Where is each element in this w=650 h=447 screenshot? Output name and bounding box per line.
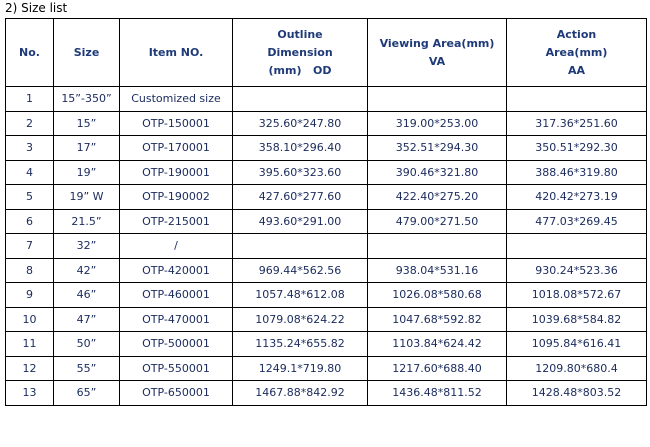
cell-size: 15”: [54, 111, 120, 136]
section-title: 2) Size list: [5, 1, 68, 15]
cell-size: 50”: [54, 332, 120, 357]
cell-action-area: 420.42*273.19: [507, 185, 647, 210]
cell-viewing-area: 1217.60*688.40: [368, 356, 507, 381]
cell-outline-dimension: 1079.08*624.22: [233, 307, 368, 332]
cell-item-no: OTP-215001: [120, 209, 233, 234]
cell-no: 11: [6, 332, 54, 357]
cell-size: 42”: [54, 258, 120, 283]
header-viewing-line-2: VA: [428, 54, 446, 68]
cell-no: 5: [6, 185, 54, 210]
cell-action-area: 477.03*269.45: [507, 209, 647, 234]
cell-outline-dimension: [233, 234, 368, 259]
cell-action-area: 930.24*523.36: [507, 258, 647, 283]
cell-size: 32”: [54, 234, 120, 259]
cell-item-no: OTP-500001: [120, 332, 233, 357]
cell-no: 4: [6, 160, 54, 185]
cell-item-no: OTP-190002: [120, 185, 233, 210]
cell-item-no: OTP-460001: [120, 283, 233, 308]
header-action-area: [507, 19, 647, 87]
header-outline-line-3: (mm) OD: [268, 63, 332, 77]
cell-action-area: 317.36*251.60: [507, 111, 647, 136]
cell-item-no: OTP-190001: [120, 160, 233, 185]
cell-viewing-area: [368, 87, 507, 112]
cell-viewing-area: 938.04*531.16: [368, 258, 507, 283]
cell-viewing-area: 1047.68*592.82: [368, 307, 507, 332]
cell-item-no: OTP-650001: [120, 381, 233, 406]
header-viewing-area: [368, 19, 507, 87]
cell-size: 46”: [54, 283, 120, 308]
cell-viewing-area: 352.51*294.30: [368, 136, 507, 161]
table-row: [6, 160, 647, 185]
cell-no: 7: [6, 234, 54, 259]
cell-outline-dimension: 427.60*277.60: [233, 185, 368, 210]
cell-action-area: 1209.80*680.4: [507, 356, 647, 381]
header-outline-dimension: [233, 19, 368, 87]
cell-viewing-area: 319.00*253.00: [368, 111, 507, 136]
header-action-line-2: Area(mm): [545, 45, 608, 59]
cell-viewing-area: 1103.84*624.42: [368, 332, 507, 357]
table-row: [6, 258, 647, 283]
cell-outline-dimension: 325.60*247.80: [233, 111, 368, 136]
cell-item-no: OTP-550001: [120, 356, 233, 381]
cell-outline-dimension: 1057.48*612.08: [233, 283, 368, 308]
cell-no: 1: [6, 87, 54, 112]
cell-viewing-area: 1436.48*811.52: [368, 381, 507, 406]
cell-no: 8: [6, 258, 54, 283]
table-row: [6, 234, 647, 259]
header-action-line-3: AA: [567, 63, 586, 77]
cell-no: 12: [6, 356, 54, 381]
cell-size: 15”-350”: [54, 87, 120, 112]
cell-outline-dimension: 358.10*296.40: [233, 136, 368, 161]
cell-no: 6: [6, 209, 54, 234]
size-list-table: [5, 18, 647, 406]
header-action-line-1: Action: [556, 27, 597, 41]
cell-outline-dimension: 969.44*562.56: [233, 258, 368, 283]
cell-size: 47”: [54, 307, 120, 332]
table-row: [6, 356, 647, 381]
cell-outline-dimension: 493.60*291.00: [233, 209, 368, 234]
table-row: [6, 209, 647, 234]
cell-action-area: 1018.08*572.67: [507, 283, 647, 308]
header-outline-line-2: Dimension: [267, 45, 333, 59]
cell-action-area: 1095.84*616.41: [507, 332, 647, 357]
table-row: [6, 307, 647, 332]
cell-no: 9: [6, 283, 54, 308]
cell-size: 19”: [54, 160, 120, 185]
header-viewing-line-1: Viewing Area(mm): [379, 36, 495, 50]
cell-action-area: 1039.68*584.82: [507, 307, 647, 332]
header-item-no: [120, 19, 233, 87]
cell-action-area: 350.51*292.30: [507, 136, 647, 161]
cell-outline-dimension: [233, 87, 368, 112]
cell-action-area: [507, 234, 647, 259]
cell-no: 3: [6, 136, 54, 161]
cell-outline-dimension: 1249.1*719.80: [233, 356, 368, 381]
cell-no: 10: [6, 307, 54, 332]
cell-size: 17”: [54, 136, 120, 161]
cell-outline-dimension: 395.60*323.60: [233, 160, 368, 185]
cell-item-no: Customized size: [120, 87, 233, 112]
cell-item-no: /: [120, 234, 233, 259]
table-row: [6, 185, 647, 210]
cell-action-area: [507, 87, 647, 112]
header-size-line: Size: [73, 45, 100, 59]
table-row: [6, 283, 647, 308]
table-header-row: [6, 19, 647, 87]
cell-item-no: OTP-170001: [120, 136, 233, 161]
cell-size: 19” W: [54, 185, 120, 210]
table-row: [6, 87, 647, 112]
cell-item-no: OTP-470001: [120, 307, 233, 332]
cell-viewing-area: [368, 234, 507, 259]
cell-action-area: 1428.48*803.52: [507, 381, 647, 406]
header-outline-line-1: Outline: [277, 27, 323, 41]
cell-action-area: 388.46*319.80: [507, 160, 647, 185]
table-row: [6, 136, 647, 161]
header-no-line: No.: [19, 45, 40, 59]
cell-item-no: OTP-150001: [120, 111, 233, 136]
cell-size: 55”: [54, 356, 120, 381]
cell-viewing-area: 1026.08*580.68: [368, 283, 507, 308]
cell-viewing-area: 479.00*271.50: [368, 209, 507, 234]
cell-outline-dimension: 1467.88*842.92: [233, 381, 368, 406]
header-no: [6, 19, 54, 87]
cell-viewing-area: 390.46*321.80: [368, 160, 507, 185]
cell-outline-dimension: 1135.24*655.82: [233, 332, 368, 357]
table-row: [6, 332, 647, 357]
cell-no: 13: [6, 381, 54, 406]
table-row: [6, 111, 647, 136]
cell-item-no: OTP-420001: [120, 258, 233, 283]
cell-size: 65”: [54, 381, 120, 406]
cell-viewing-area: 422.40*275.20: [368, 185, 507, 210]
header-item-line: Item NO.: [148, 45, 204, 59]
cell-size: 21.5”: [54, 209, 120, 234]
header-size: [54, 19, 120, 87]
table-row: [6, 381, 647, 406]
cell-no: 2: [6, 111, 54, 136]
